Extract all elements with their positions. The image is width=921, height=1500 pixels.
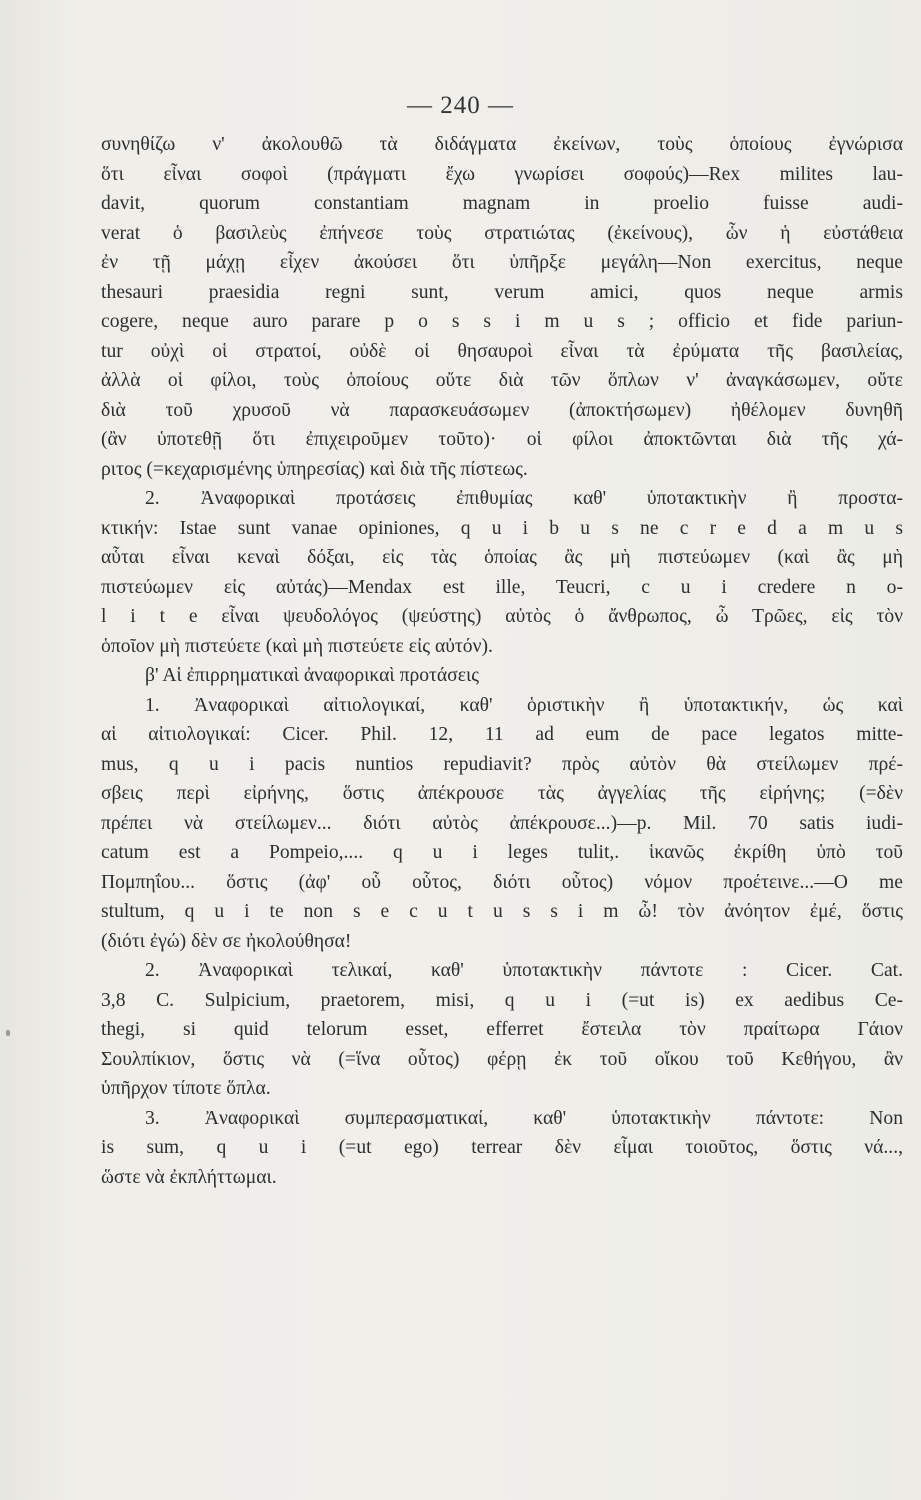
- text-line: (διότι ἐγώ) δὲν σε ἠκολούθησα!: [101, 930, 352, 952]
- text-line: συνηθίζω ν' ἀκολουθῶ τὰ διδάγματα ἐκείνων, τοὺς ὁποίους ἐγνώρισα: [101, 134, 903, 155]
- text-line: verat ὁ βασιλεὺς ἐπήνεσε τοὺς στρατιώτας (ἐκείνους), ὧν ἡ εὐστάθεια: [101, 222, 903, 244]
- text-line: is sum, q u i (=ut ego) terrear δὲν εἶμαι τοιοῦτος, ὅστις νά...,: [101, 1137, 903, 1158]
- text-line: mus, q u i pacis nuntios repudiavit? πρὸς αὐτὸν θὰ στείλωμεν πρέ-: [101, 753, 903, 775]
- text-line: davit, quorum constantiam magnam in proelio fuisse audi-: [101, 193, 903, 214]
- page-number: — 240 —: [407, 92, 514, 119]
- text-line: 2. Ἀναφορικαὶ τελικαί, καθ' ὑποτακτικὴν πάντοτε : Cicer. Cat.: [145, 960, 903, 981]
- text-line: Πομπηΐου... ὅστις (ἀφ' οὗ οὗτος, διότι οὗτος) νόμον προέτεινε...—O me: [101, 871, 903, 893]
- text-line: ἀλλὰ οἱ φίλοι, τοὺς ὁποίους οὔτε διὰ τῶν ὅπλων ν' ἀναγκάσωμεν, οὔτε: [101, 370, 903, 391]
- text-line: β' Αἱ ἐπιρρηματικαὶ ἀναφορικαὶ προτάσεις: [145, 665, 479, 686]
- text-line: 1. Ἀναφορικαὶ αἰτιολογικαί, καθ' ὁριστικὴν ἢ ὑποτακτικήν, ὡς καὶ: [145, 694, 903, 716]
- text-line: l i t e εἶναι ψευδολόγος (ψεύστης) αὐτὸς ὁ ἄνθρωπος, ὦ Τρῶες, εἰς τὸν: [101, 606, 903, 627]
- text-line: cogere, neque auro parare p o s s i m u s ; officio et fide pariun-: [101, 311, 903, 332]
- page-body-text: [101, 130, 903, 1192]
- text-line: ὁποῖον μὴ πιστεύετε (καὶ μὴ πιστεύετε εἰς αὐτόν).: [101, 635, 493, 657]
- text-line: ὅτι εἶναι σοφοὶ (πράγματι ἔχω γνωρίσει σοφούς)—Rex milites lau-: [101, 163, 903, 185]
- text-line: κτικήν: Istae sunt vanae opiniones, q u i b u s ne c r e d a m u s: [101, 517, 903, 539]
- text-line: σβεις περὶ εἰρήνης, ὅστις ἀπέκρουσε τὰς ἀγγελίας τῆς εἰρήνης; (=δὲν: [101, 783, 903, 804]
- text-line: αἱ αἰτιολογικαί: Cicer. Phil. 12, 11 ad eum de pace legatos mitte-: [101, 724, 903, 745]
- text-line: thegi, si quid telorum esset, efferret ἔστειλα τὸν πραίτωρα Γάιον: [101, 1019, 903, 1040]
- text-line: πιστεύωμεν εἰς αὐτάς)—Mendax est ille, Teucri, c u i credere n o-: [101, 576, 903, 598]
- text-line: thesauri praesidia regni sunt, verum amici, quos neque armis: [101, 281, 903, 303]
- text-line: Σουλπίκιον, ὅστις νὰ (=ἵνα οὗτος) φέρῃ ἐκ τοῦ οἴκου τοῦ Κεθήγου, ἂν: [101, 1048, 903, 1070]
- text-line: πρέπει νὰ στείλωμεν... διότι αὐτὸς ἀπέκρουσε...)—p. Mil. 70 satis iudi-: [101, 812, 903, 834]
- text-line: catum est a Pompeio,.... q u i leges tulit,. ἱκανῶς ἐκρίθη ὑπὸ τοῦ: [101, 842, 903, 863]
- text-line: ὑπῆρχον τίποτε ὅπλα.: [101, 1078, 271, 1099]
- text-line: αὗται εἶναι κεναὶ δόξαι, εἰς τὰς ὁποίας ἂς μὴ πιστεύωμεν (καὶ ἂς μὴ: [101, 547, 903, 568]
- text-line: stultum, q u i te non s e c u t u s s i m ὦ! τὸν ἀνόητον ἐμέ, ὅστις: [101, 901, 903, 922]
- text-line: 3. Ἀναφορικαὶ συμπερασματικαί, καθ' ὑποτακτικὴν πάντοτε: Non: [145, 1107, 903, 1129]
- text-line: tur οὐχὶ οἱ στρατοί, οὐδὲ οἱ θησαυροὶ εἶναι τὰ ἐρύματα τῆς βασιλείας,: [101, 340, 903, 362]
- text-line: ὥστε νὰ ἐκπλήττωμαι.: [101, 1166, 277, 1188]
- text-line: (ἂν ὑποτεθῇ ὅτι ἐπιχειροῦμεν τοῦτο)· οἱ φίλοι ἀποκτῶνται διὰ τῆς χά-: [101, 429, 903, 450]
- text-line: ριτος (=κεχαρισμένης ὑπηρεσίας) καὶ διὰ τῆς πίστεως.: [101, 458, 528, 480]
- text-line: 3,8 C. Sulpicium, praetorem, misi, q u i (=ut is) ex aedibus Ce-: [101, 989, 903, 1011]
- text-line: διὰ τοῦ χρυσοῦ νὰ παρασκευάσωμεν (ἀποκτήσωμεν) ἠθέλομεν δυνηθῆ: [101, 399, 903, 421]
- text-line: ἐν τῇ μάχῃ εἶχεν ἀκούσει ὅτι ὑπῆρξε μεγάλη—Non exercitus, neque: [101, 252, 903, 273]
- text-line: 2. Ἀναφορικαὶ προτάσεις ἐπιθυμίας καθ' ὑποτακτικὴν ἢ προστα-: [145, 488, 903, 509]
- margin-speck: [6, 1030, 10, 1036]
